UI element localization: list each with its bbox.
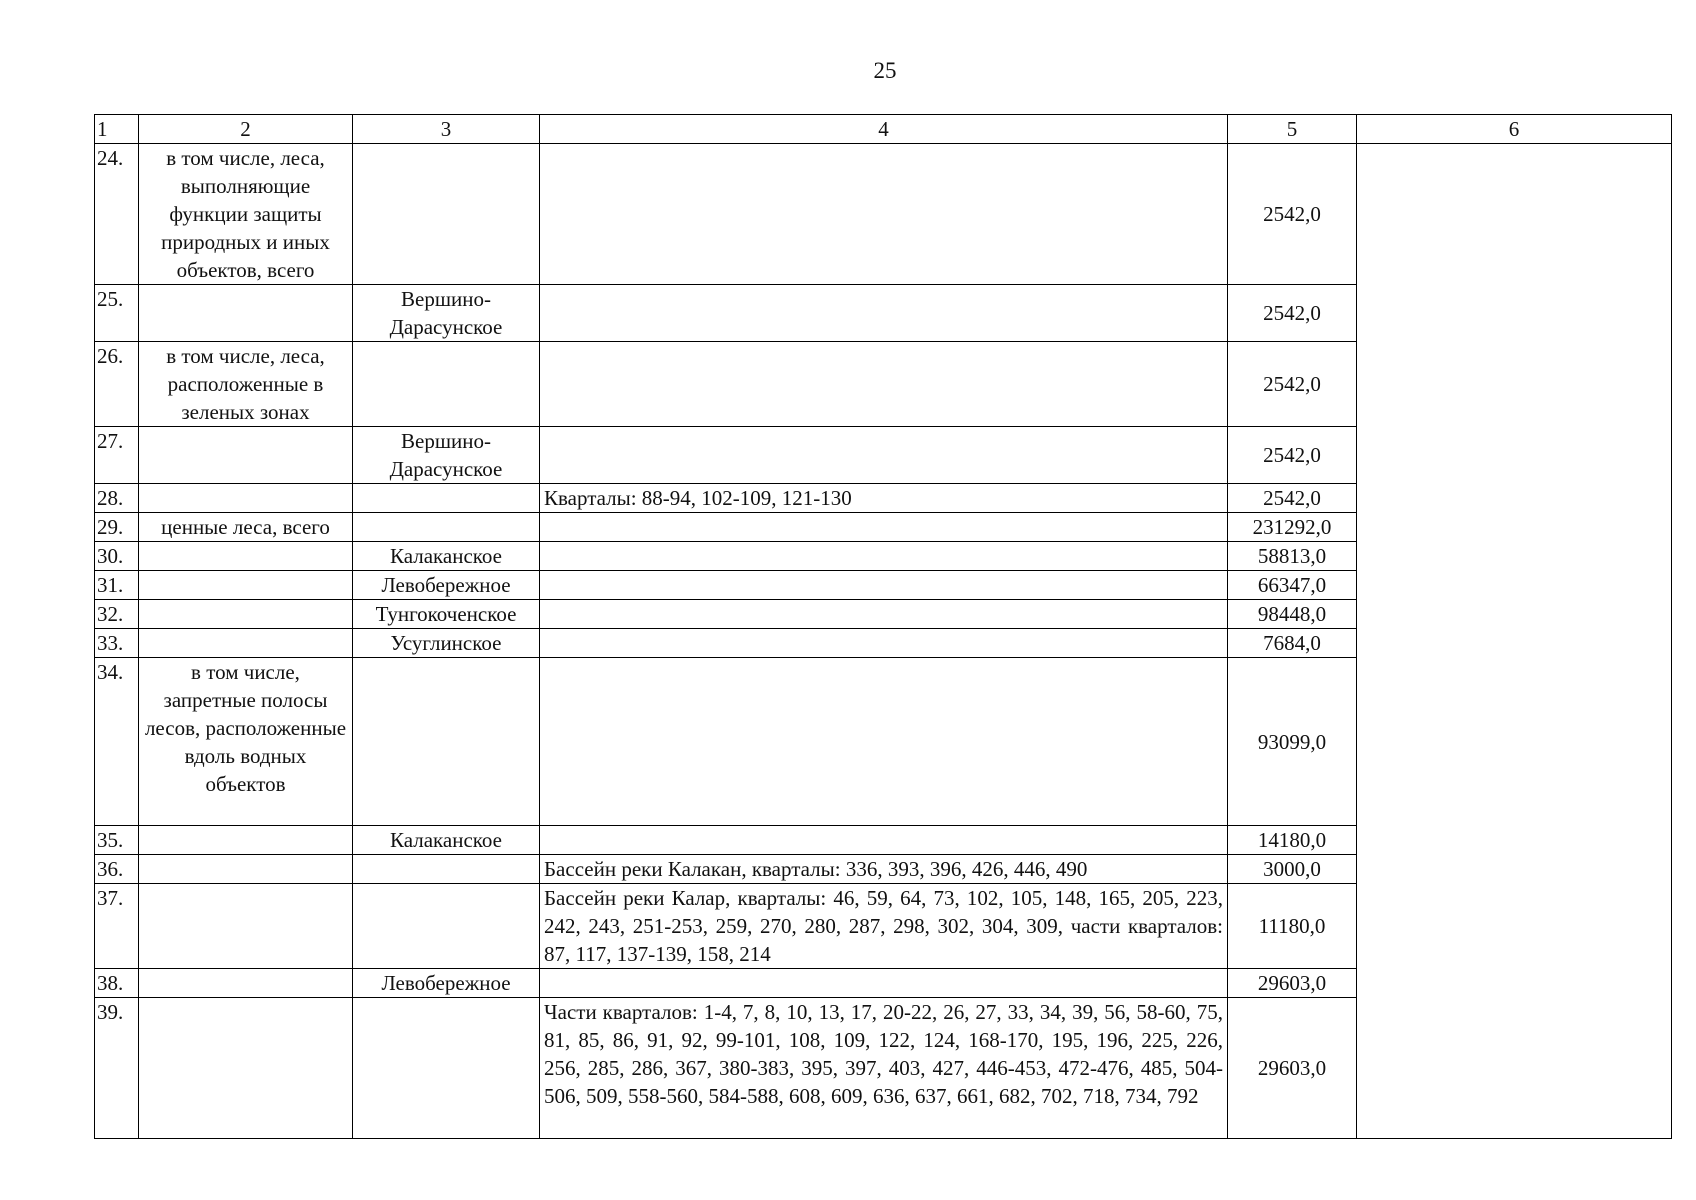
forest-category: в том числе, леса, расположенные в зеленых зонах bbox=[139, 342, 353, 427]
quarter-list bbox=[540, 513, 1228, 542]
quarter-list bbox=[540, 285, 1228, 342]
quarter-list: Бассейн реки Калар, кварталы: 46, 59, 64, 73, 102, 105, 148, 165, 205, 223, 242, 243, 251-253, 259, 270, 280, 287, 298, 302, 304, 309, части кварталов: 87, 117, 137-139, 158, 214 bbox=[540, 884, 1228, 969]
row-number: 35. bbox=[95, 826, 139, 855]
forestry-name: Вершино-Дарасунское bbox=[353, 427, 540, 484]
quarter-list bbox=[540, 629, 1228, 658]
area-value: 2542,0 bbox=[1228, 285, 1357, 342]
forest-category bbox=[139, 969, 353, 998]
area-value: 29603,0 bbox=[1228, 998, 1357, 1139]
area-value: 2542,0 bbox=[1228, 484, 1357, 513]
quarter-list bbox=[540, 969, 1228, 998]
row-number: 29. bbox=[95, 513, 139, 542]
forestry-name bbox=[353, 484, 540, 513]
area-value: 98448,0 bbox=[1228, 600, 1357, 629]
area-value: 231292,0 bbox=[1228, 513, 1357, 542]
area-value: 7684,0 bbox=[1228, 629, 1357, 658]
area-value: 11180,0 bbox=[1228, 884, 1357, 969]
row-number: 31. bbox=[95, 571, 139, 600]
row-number: 39. bbox=[95, 998, 139, 1139]
forestry-name: Калаканское bbox=[353, 826, 540, 855]
forestry-name bbox=[353, 658, 540, 826]
forest-category bbox=[139, 855, 353, 884]
forest-category bbox=[139, 571, 353, 600]
area-value: 14180,0 bbox=[1228, 826, 1357, 855]
forestry-name: Левобережное bbox=[353, 969, 540, 998]
area-value: 2542,0 bbox=[1228, 342, 1357, 427]
row-number: 36. bbox=[95, 855, 139, 884]
area-value: 66347,0 bbox=[1228, 571, 1357, 600]
header-col-3: 3 bbox=[353, 115, 540, 144]
row-number: 26. bbox=[95, 342, 139, 427]
forestry-name bbox=[353, 884, 540, 969]
notes-cell bbox=[1357, 144, 1672, 1139]
table-header-row bbox=[95, 115, 1672, 144]
row-number: 24. bbox=[95, 144, 139, 285]
forest-category bbox=[139, 285, 353, 342]
header-col-2: 2 bbox=[139, 115, 353, 144]
forestry-name: Вершино-Дарасунское bbox=[353, 285, 540, 342]
forestry-name bbox=[353, 342, 540, 427]
row-number: 37. bbox=[95, 884, 139, 969]
forest-category bbox=[139, 998, 353, 1139]
row-number: 33. bbox=[95, 629, 139, 658]
quarter-list bbox=[540, 342, 1228, 427]
header-col-6: 6 bbox=[1357, 115, 1672, 144]
forest-category bbox=[139, 600, 353, 629]
row-number: 30. bbox=[95, 542, 139, 571]
forestry-name bbox=[353, 144, 540, 285]
forest-category bbox=[139, 629, 353, 658]
quarter-list bbox=[540, 658, 1228, 826]
quarter-list bbox=[540, 571, 1228, 600]
forest-category bbox=[139, 484, 353, 513]
forestry-name bbox=[353, 998, 540, 1139]
forest-table bbox=[94, 114, 1672, 1139]
quarter-list bbox=[540, 600, 1228, 629]
forest-category bbox=[139, 542, 353, 571]
table-row bbox=[95, 144, 1672, 285]
row-number: 27. bbox=[95, 427, 139, 484]
row-number: 32. bbox=[95, 600, 139, 629]
forest-category: в том числе, запретные полосы лесов, расположенные вдоль водных объектов bbox=[139, 658, 353, 826]
forestry-name: Усуглинское bbox=[353, 629, 540, 658]
area-value: 58813,0 bbox=[1228, 542, 1357, 571]
quarter-list: Кварталы: 88-94, 102-109, 121-130 bbox=[540, 484, 1228, 513]
forest-category: в том числе, леса, выполняющие функции защиты природных и иных объектов, всего bbox=[139, 144, 353, 285]
forest-category bbox=[139, 427, 353, 484]
forestry-name: Тунгокоченское bbox=[353, 600, 540, 629]
row-number: 25. bbox=[95, 285, 139, 342]
area-value: 3000,0 bbox=[1228, 855, 1357, 884]
area-value: 2542,0 bbox=[1228, 427, 1357, 484]
header-col-4: 4 bbox=[540, 115, 1228, 144]
row-number: 34. bbox=[95, 658, 139, 826]
forestry-name: Левобережное bbox=[353, 571, 540, 600]
forestry-name bbox=[353, 855, 540, 884]
forest-category bbox=[139, 826, 353, 855]
page-number: 25 bbox=[873, 58, 897, 83]
quarter-list bbox=[540, 427, 1228, 484]
area-value: 2542,0 bbox=[1228, 144, 1357, 285]
area-value: 29603,0 bbox=[1228, 969, 1357, 998]
row-number: 38. bbox=[95, 969, 139, 998]
quarter-list bbox=[540, 144, 1228, 285]
header-col-5: 5 bbox=[1228, 115, 1357, 144]
quarter-list bbox=[540, 826, 1228, 855]
area-value: 93099,0 bbox=[1228, 658, 1357, 826]
forestry-name bbox=[353, 513, 540, 542]
header-col-1: 1 bbox=[95, 115, 139, 144]
row-number: 28. bbox=[95, 484, 139, 513]
forest-category: ценные леса, всего bbox=[139, 513, 353, 542]
quarter-list bbox=[540, 542, 1228, 571]
forestry-name: Калаканское bbox=[353, 542, 540, 571]
quarter-list: Бассейн реки Калакан, кварталы: 336, 393, 396, 426, 446, 490 bbox=[540, 855, 1228, 884]
forest-category bbox=[139, 884, 353, 969]
quarter-list: Части кварталов: 1-4, 7, 8, 10, 13, 17, 20-22, 26, 27, 33, 34, 39, 56, 58-60, 75, 81, 85, 86, 91, 92, 99-101, 108, 109, 122, 124, 168-170, 195, 196, 225, 226, 256, 285, 286, 367, 380-383, 395, 397, 403, 427, 446-453, 472-476, 485, 504-506, 509, 558-560, 584-588, 608, 609, 636, 637, 661, 682, 702, 718, 734, 792 bbox=[540, 998, 1228, 1139]
